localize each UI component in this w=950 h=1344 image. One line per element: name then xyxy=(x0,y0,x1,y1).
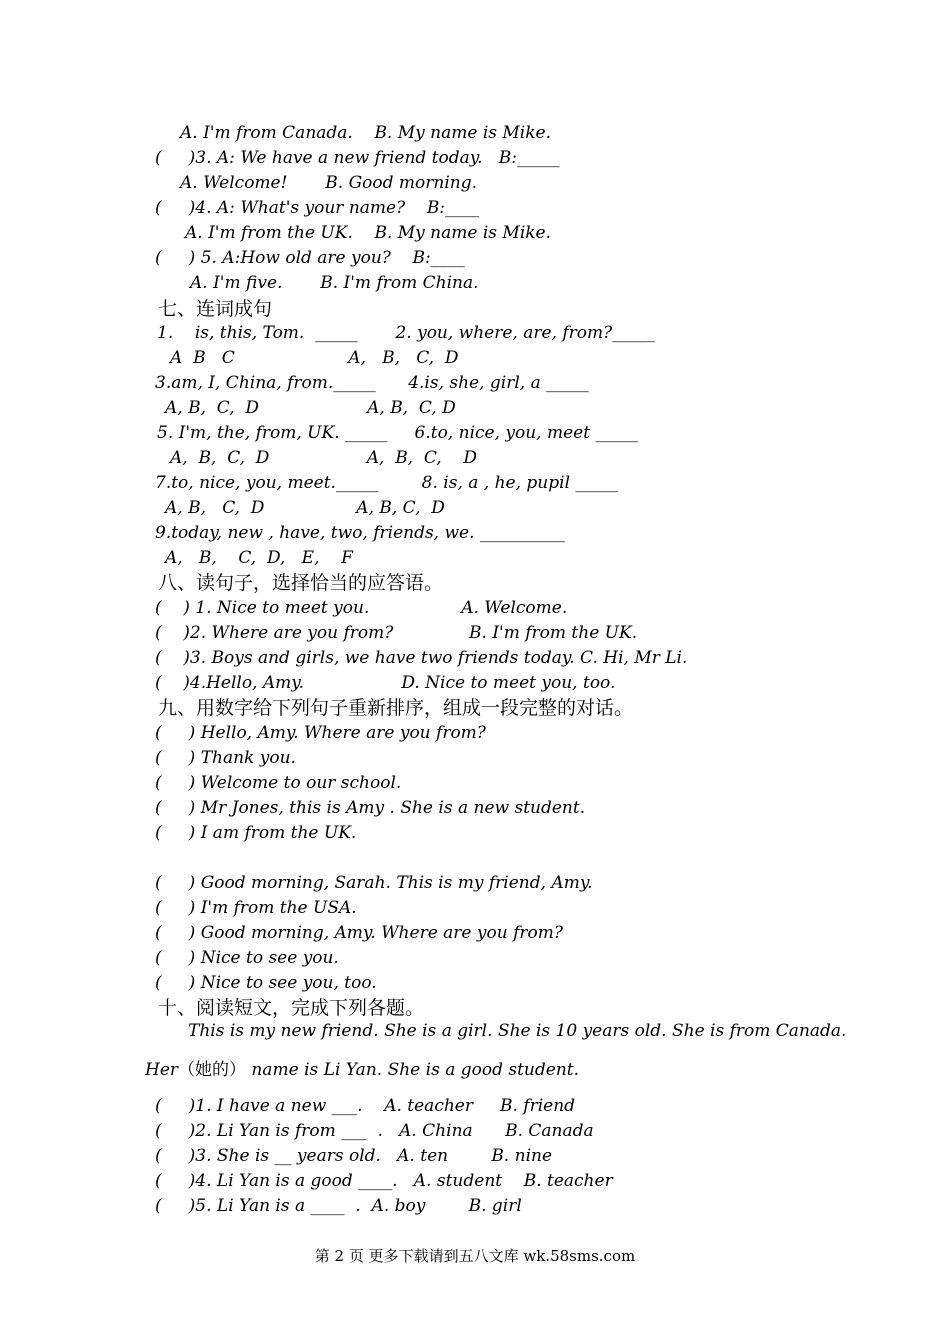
passage-her: Her xyxy=(145,1060,179,1080)
s7-line: 9.today, new , have, two, friends, we. __________ xyxy=(155,523,565,543)
s6-line: ( ) 5. A:How old are you? B:____ xyxy=(155,248,465,268)
s8-line: ( )3. Boys and girls, we have two friends today. C. Hi, Mr Li. xyxy=(155,648,688,668)
s7-line: 3.am, I, China, from._____ 4.is, she, girl, a _____ xyxy=(155,373,589,393)
s8-line: ( ) 1. Nice to meet you. A. Welcome. xyxy=(155,598,568,618)
section-10-title: 十、阅读短文，完成下列各题。 xyxy=(158,997,425,1019)
s7-line: 7.to, nice, you, meet._____ 8. is, a , he, pupil _____ xyxy=(155,473,618,493)
s7-line: A, B, C, D A, B, C, D xyxy=(170,448,477,468)
passage-her-gloss: （她的） xyxy=(178,1060,247,1080)
s6-line: ( )3. A: We have a new friend today. B:_____ xyxy=(155,148,560,168)
page-footer: 第 2 页 更多下载请到五八文库 wk.58sms.com xyxy=(314,1247,636,1265)
s6-line: A. Welcome! B. Good morning. xyxy=(180,173,478,193)
s9-line: ( ) Good morning, Amy. Where are you from? xyxy=(155,923,563,943)
passage-rest: name is Li Yan. She is a good student. xyxy=(246,1060,580,1080)
s9-line: ( ) I'm from the USA. xyxy=(155,898,357,918)
s7-line: A, B, C, D, E, F xyxy=(165,548,353,568)
s6-line: A. I'm from the UK. B. My name is Mike. xyxy=(185,223,552,243)
s7-line: 1. is, this, Tom. _____ 2. you, where, are, from?_____ xyxy=(157,323,655,343)
reading-passage-line-2 xyxy=(145,1059,579,1081)
s9-line: ( ) Nice to see you, too. xyxy=(155,973,377,993)
s10-question: ( )5. Li Yan is a ____ . A. boy B. girl xyxy=(155,1196,522,1216)
s9-line: ( ) Good morning, Sarah. This is my friend, Amy. xyxy=(155,873,593,893)
s9-line: ( ) I am from the UK. xyxy=(155,823,357,843)
s10-question: ( )3. She is __ years old. A. ten B. nine xyxy=(155,1146,553,1166)
s8-line: ( )2. Where are you from? B. I'm from the UK. xyxy=(155,623,638,643)
s6-line: ( )4. A: What's your name? B:____ xyxy=(155,198,480,218)
s7-line: 5. I'm, the, from, UK. _____ 6.to, nice, you, meet _____ xyxy=(157,423,638,443)
s9-line: ( ) Nice to see you. xyxy=(155,948,339,968)
s7-line: A B C A, B, C, D xyxy=(170,348,459,368)
reading-passage-line-1: This is my new friend. She is a girl. She is 10 years old. She is from Canada. xyxy=(188,1021,847,1041)
section-7-title: 七、连词成句 xyxy=(158,298,273,320)
s9-line: ( ) Mr Jones, this is Amy . She is a new student. xyxy=(155,798,586,818)
s6-line: A. I'm five. B. I'm from China. xyxy=(190,273,479,293)
s10-question: ( )4. Li Yan is a good ____. A. student B. teacher xyxy=(155,1171,613,1191)
s10-question: ( )2. Li Yan is from ___ . A. China B. Canada xyxy=(155,1121,594,1141)
section-8-title: 八、读句子，选择恰当的应答语。 xyxy=(158,572,444,594)
section-9-title: 九、用数字给下列句子重新排序，组成一段完整的对话。 xyxy=(158,697,634,719)
s9-line: ( ) Welcome to our school. xyxy=(155,773,402,793)
s7-line: A, B, C, D A, B, C, D xyxy=(165,498,445,518)
s9-line: ( ) Thank you. xyxy=(155,748,296,768)
s9-line: ( ) Hello, Amy. Where are you from? xyxy=(155,723,486,743)
s8-line: ( )4.Hello, Amy. D. Nice to meet you, too. xyxy=(155,673,616,693)
s6-line: A. I'm from Canada. B. My name is Mike. xyxy=(180,123,551,143)
s7-line: A, B, C, D A, B, C, D xyxy=(165,398,456,418)
s10-question: ( )1. I have a new ___. A. teacher B. friend xyxy=(155,1096,576,1116)
